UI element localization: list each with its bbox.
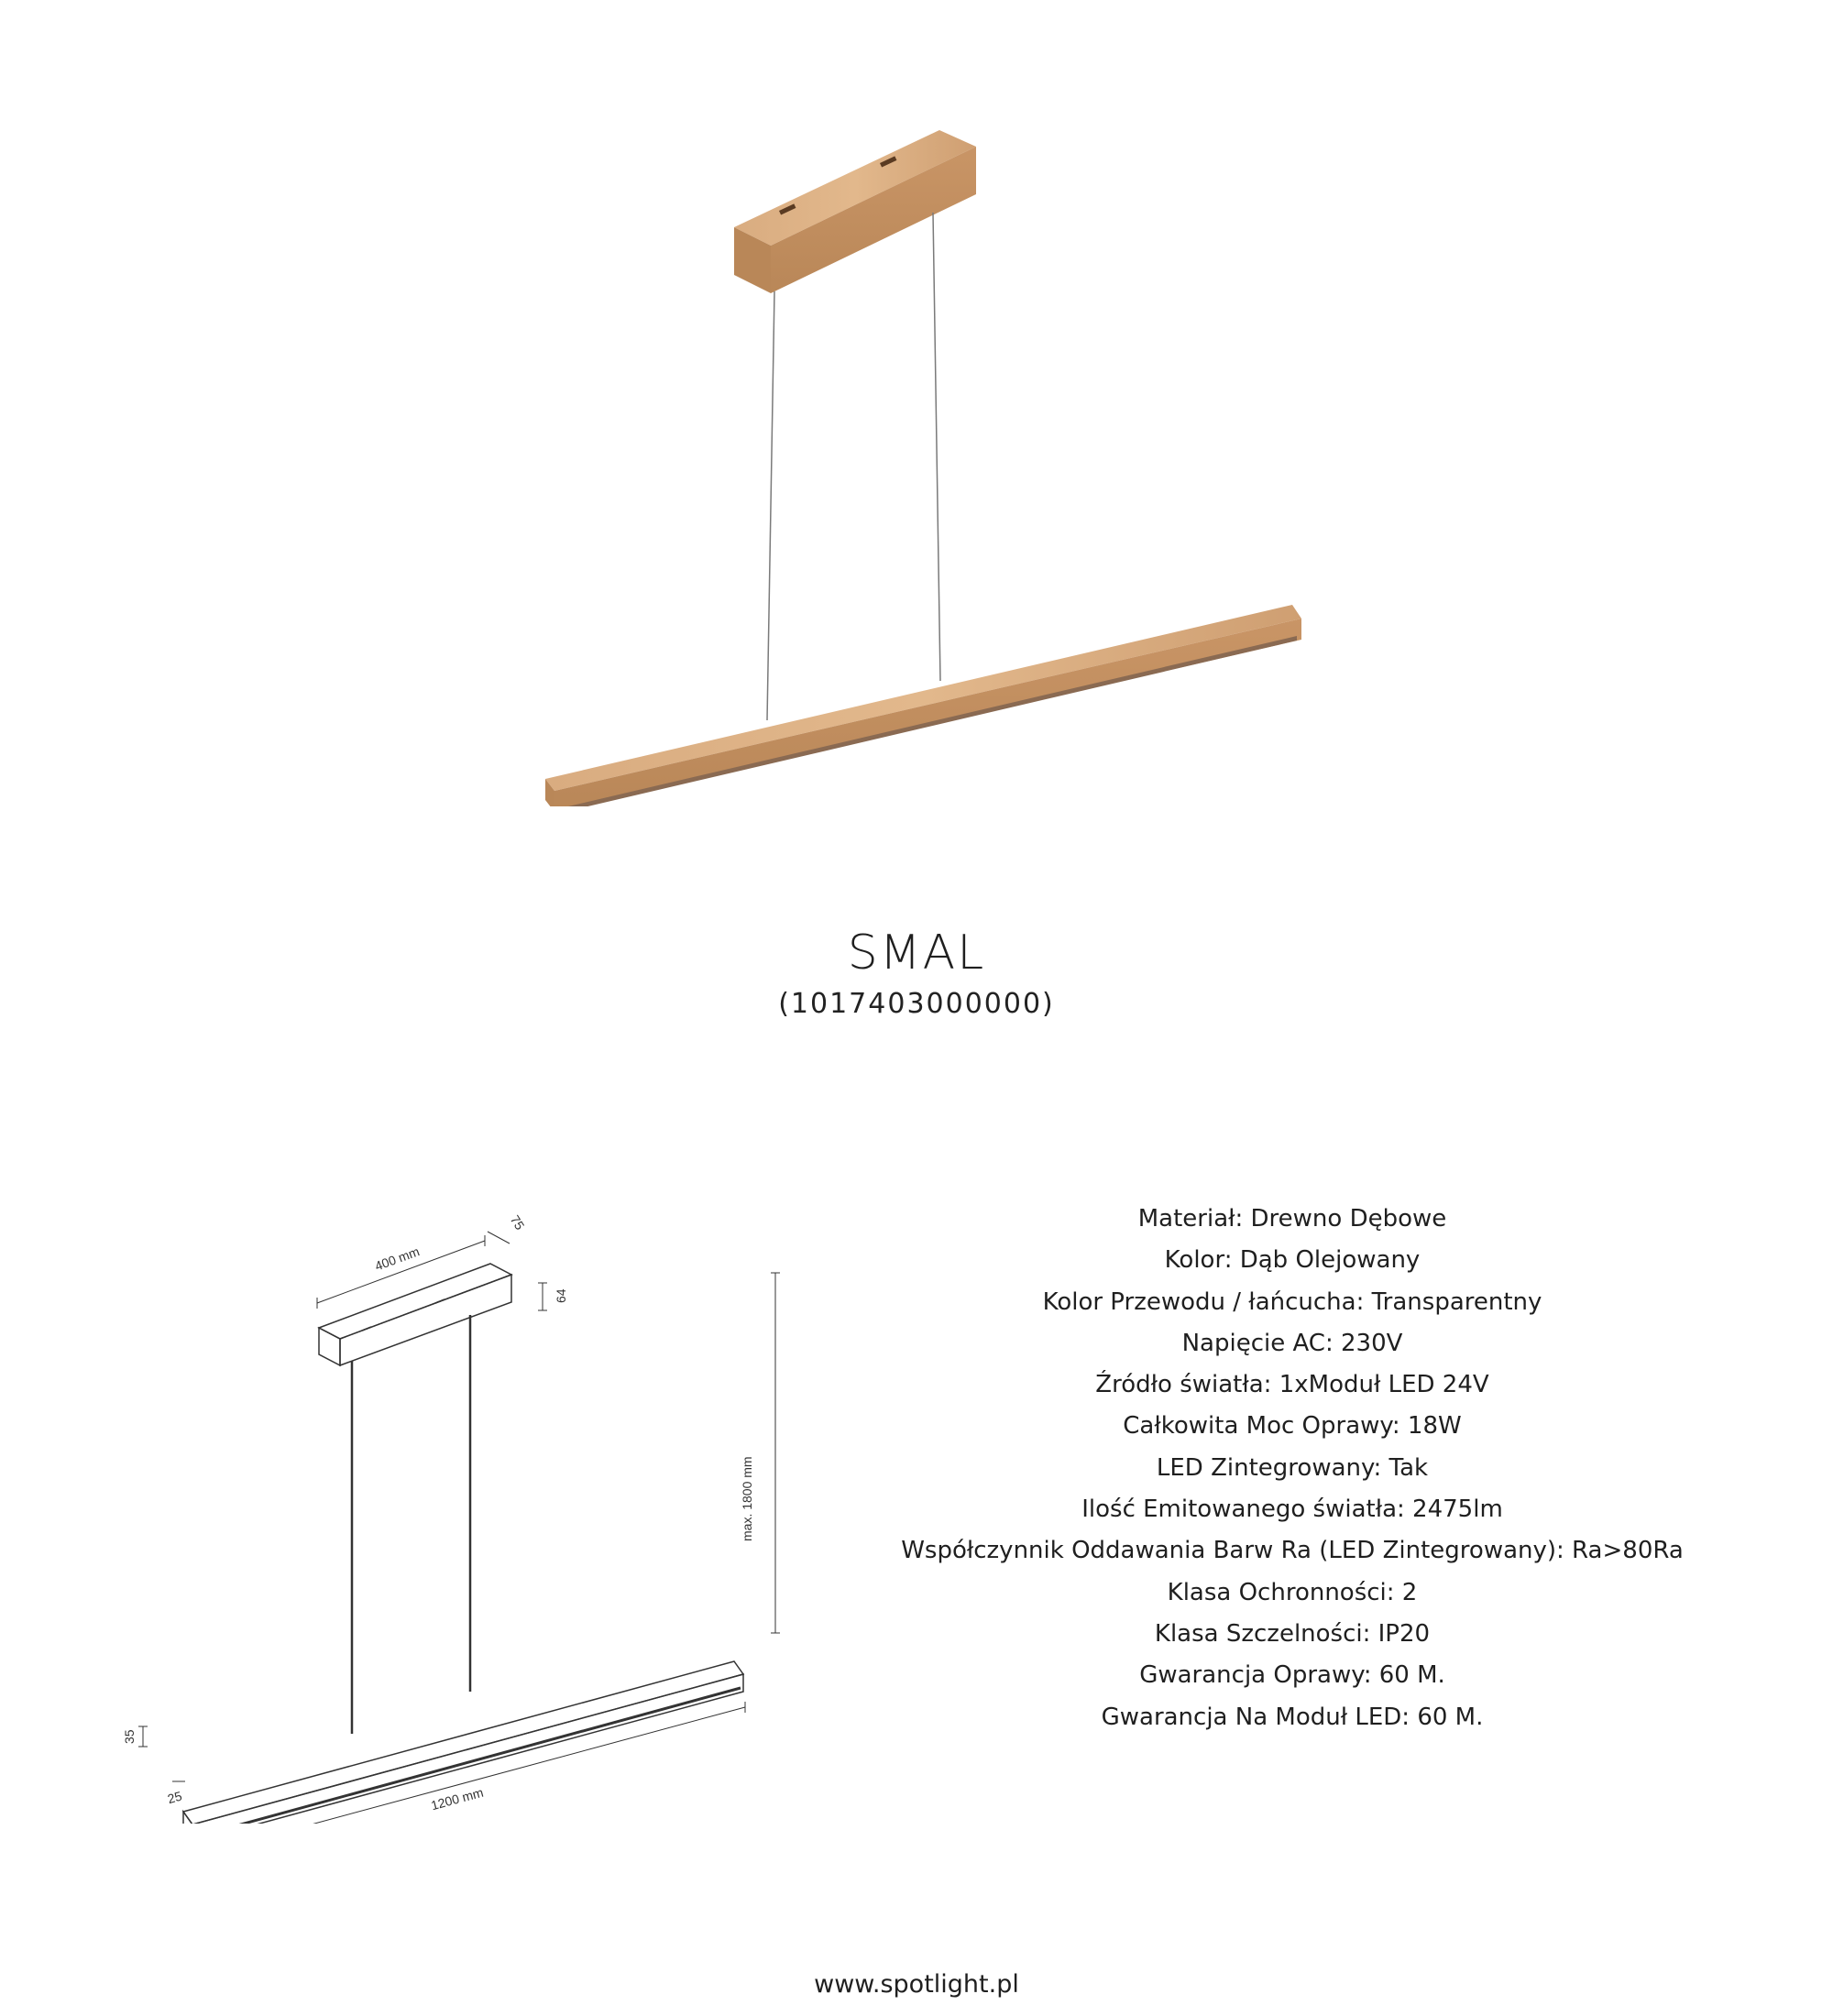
spec-integrated-led: LED Zintegrowany: Tak	[1156, 1453, 1429, 1482]
dim-canopy-width: 400 mm	[372, 1244, 422, 1274]
drawing-bar-front	[183, 1812, 192, 1824]
product-code: (1017403000000)	[778, 988, 1055, 1020]
lamp-bar	[545, 605, 1301, 806]
dim-canopy-height: 64	[554, 1288, 568, 1303]
dim-max-height: max. 1800 mm	[740, 1456, 754, 1541]
suspension-cable-right	[933, 213, 940, 681]
dim-canopy-depth: 75	[507, 1212, 528, 1233]
spec-protection-class: Klasa Ochronności: 2	[1167, 1578, 1418, 1606]
spec-material: Materiał: Drewno Dębowe	[1137, 1205, 1447, 1233]
product-name: SMAL	[847, 926, 986, 981]
spec-cri: Współczynnik Oddawania Barw Ra (LED Zintegrowany): Ra>80Ra	[901, 1537, 1684, 1565]
dim-bar-height: 35	[122, 1729, 137, 1744]
footer-url[interactable]: www.spotlight.pl	[814, 1970, 1019, 1999]
technical-drawing	[110, 1200, 807, 1824]
product-photo	[513, 110, 1338, 806]
spec-light-source: Źródło światła: 1xModuł LED 24V	[1095, 1371, 1489, 1399]
spec-cable-color: Kolor Przewodu / łańcucha: Transparentny	[1042, 1287, 1542, 1316]
dim-length: 1200 mm	[429, 1784, 486, 1813]
drawing-canopy-top	[319, 1264, 511, 1339]
suspension-cable-left	[767, 291, 774, 720]
spec-luminous-flux: Ilość Emitowanego światła: 2475lm	[1081, 1496, 1503, 1524]
spec-fixture-warranty: Gwarancja Oprawy: 60 M.	[1139, 1661, 1445, 1690]
spec-power: Całkowita Moc Oprawy: 18W	[1123, 1412, 1462, 1441]
spec-list	[880, 1199, 1705, 1738]
spec-voltage: Napięcie AC: 230V	[1181, 1329, 1403, 1357]
spec-ip-rating: Klasa Szczelności: IP20	[1154, 1619, 1431, 1648]
spec-color: Kolor: Dąb Olejowany	[1164, 1246, 1421, 1275]
canopy	[734, 130, 976, 293]
spec-led-warranty: Gwarancja Na Moduł LED: 60 M.	[1101, 1703, 1484, 1731]
drawing-canopy-front	[319, 1328, 340, 1365]
dim-bar-width: 25	[165, 1788, 184, 1807]
